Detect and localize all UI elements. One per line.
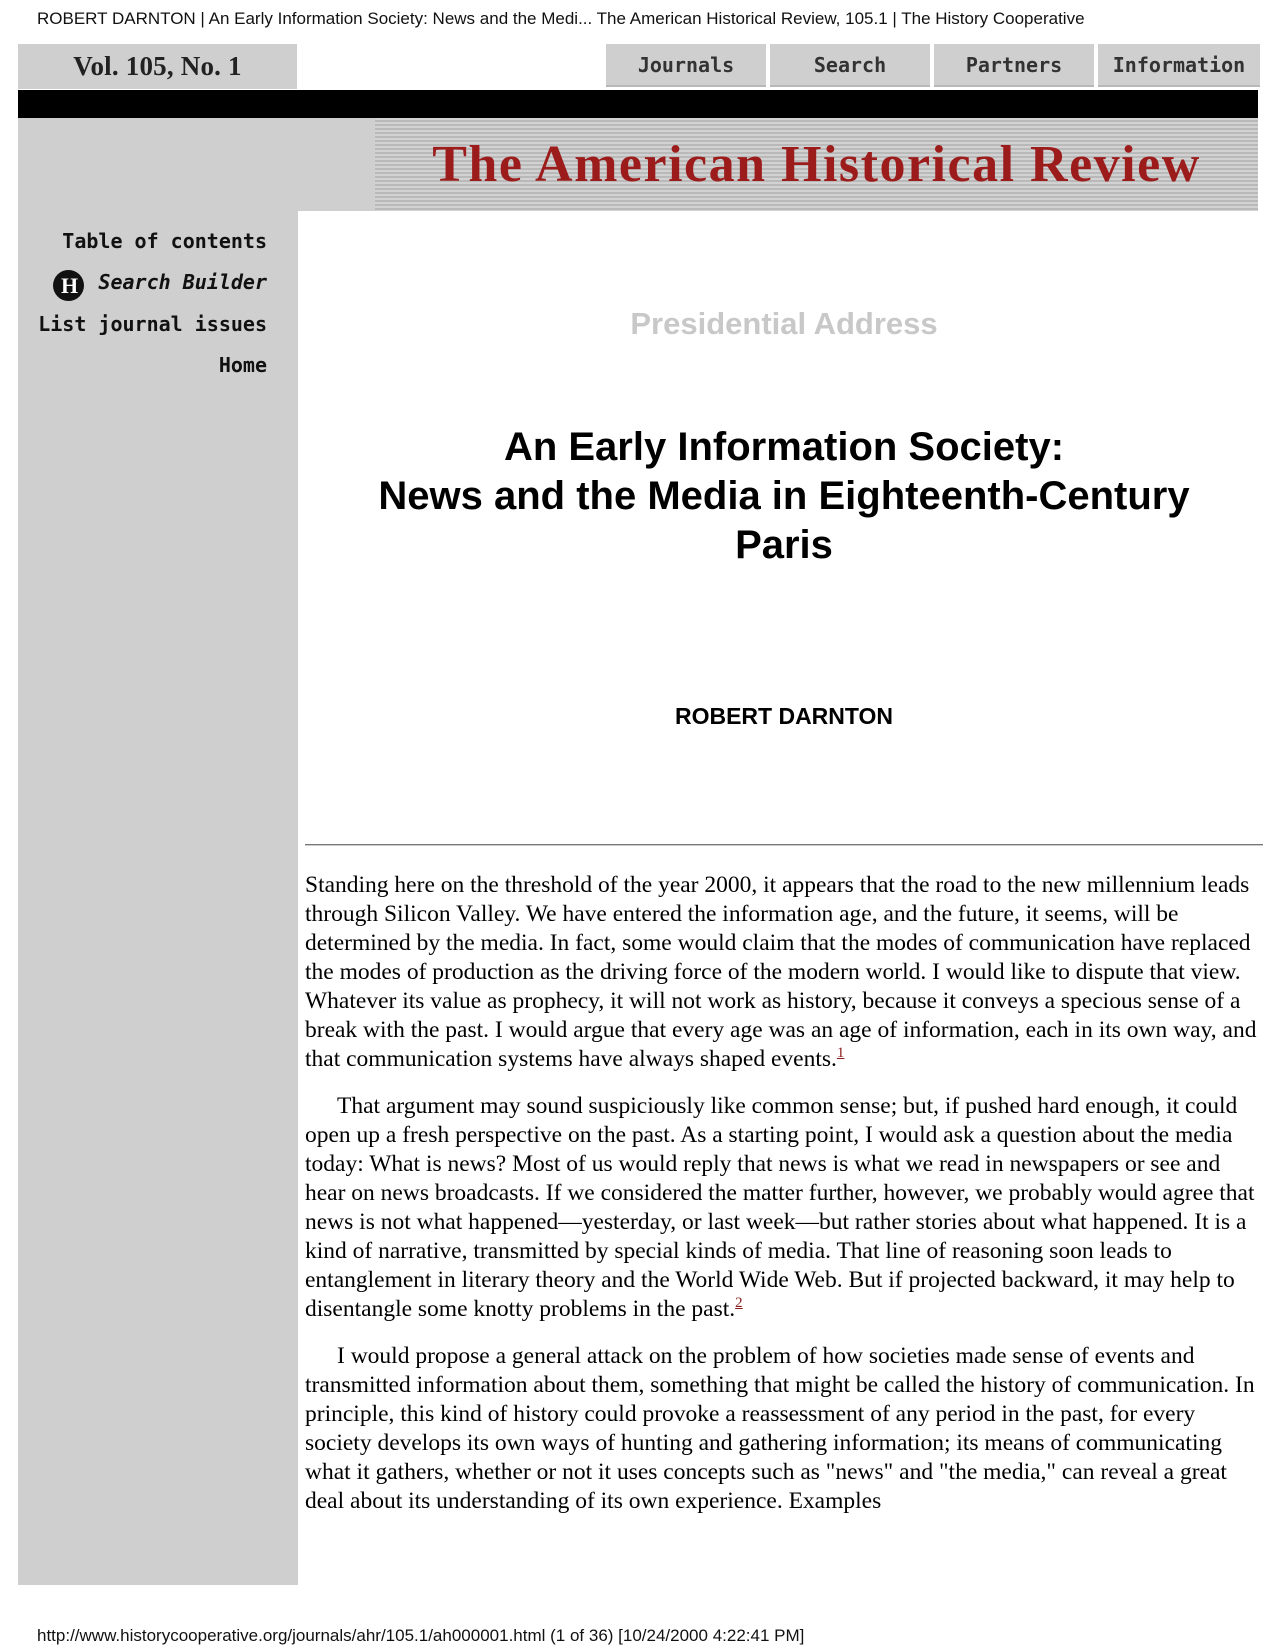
tab-partners[interactable]: Partners (934, 44, 1094, 87)
paragraph-text: That argument may sound suspiciously like common sense; but, if pushed hard enough, it could open up a fresh perspective on the past. As a starting point, I would ask a question about the media today: What is news? Most of us would reply that news is what we read in newspapers or see and hear on news broadcasts. If we considered the matter further, however, we probably would agree that news is not what happened—yesterday, or last week—but rather stories about what happened. It is a kind of narrative, transmitted by special kinds of media. That line of reasoning soon leads to entanglement in literary theory and the World Wide Web. But if projected backward, it may help to disentangle some knotty problems in the past. (305, 1093, 1255, 1322)
horizontal-rule (305, 844, 1263, 846)
tab-journals[interactable]: Journals (606, 44, 766, 87)
tab-search[interactable]: Search (770, 44, 930, 87)
article-body (305, 871, 1263, 1534)
top-nav (606, 44, 1260, 87)
footnote-link[interactable]: 1 (836, 1045, 845, 1061)
paragraph-text: Standing here on the threshold of the year 2000, it appears that the road to the new millennium leads through Silicon Valley. We have entered the information age, and the future, it seems, will be determined by the media. In fact, some would claim that the modes of communication have replaced the modes of production as the driving force of the modern world. I would like to dispute that view. Whatever its value as prophecy, it will not work as history, because it conveys a specious sense of a break with the past. I would argue that every age was an age of information, each in its own way, and that communication systems have always shaped events. (305, 872, 1257, 1072)
volume-label: Vol. 105, No. 1 (18, 44, 297, 89)
sidebar-link-table-of-contents[interactable]: Table of contents (62, 229, 267, 253)
article-title-line-2: News and the Media in Eighteenth-Century (378, 474, 1190, 518)
author-name: ROBERT DARNTON (674, 703, 894, 729)
article-title-line-1: An Early Information Society: (503, 425, 1065, 469)
article-title-line-3: Paris (735, 523, 833, 567)
paragraph (305, 1342, 1263, 1516)
history-cooperative-logo-icon[interactable]: H (53, 270, 84, 301)
paragraph (305, 871, 1263, 1074)
section-label: Presidential Address (630, 306, 938, 341)
sidebar (18, 211, 298, 1585)
header-divider-bar (18, 90, 1258, 118)
article-title (305, 423, 1263, 570)
paragraph-text: I would propose a general attack on the problem of how societies made sense of events and transmitted information about them, something that might be called the history of communication. In principle, this kind of history could provoke a reassessment of any period in the past, for every society develops its own ways of hunting and gathering information; its means of communicating what it gathers, whether or not it uses concepts such as "news" and "the media," can reveal a great deal about its understanding of its own experience. Examples (305, 1343, 1255, 1514)
print-footer: http://www.historycooperative.org/journals/ahr/105.1/ah000001.html (1 of 36) [10/24/2000 4:22:41 PM] (37, 1626, 805, 1645)
banner-spacer (18, 118, 375, 211)
tab-information[interactable]: Information (1098, 44, 1260, 87)
sidebar-link-list-journal-issues[interactable]: List journal issues (38, 312, 267, 336)
journal-banner (375, 118, 1258, 211)
journal-banner-title: The American Historical Review (432, 136, 1201, 193)
print-header: ROBERT DARNTON | An Early Information Society: News and the Medi... The American Historical Review, 105.1 | The History Cooperative (37, 9, 1085, 28)
sidebar-link-search-builder[interactable]: Search Builder (98, 270, 267, 294)
footnote-link[interactable]: 2 (735, 1295, 743, 1311)
paragraph (305, 1092, 1263, 1324)
sidebar-link-home[interactable]: Home (218, 353, 267, 377)
